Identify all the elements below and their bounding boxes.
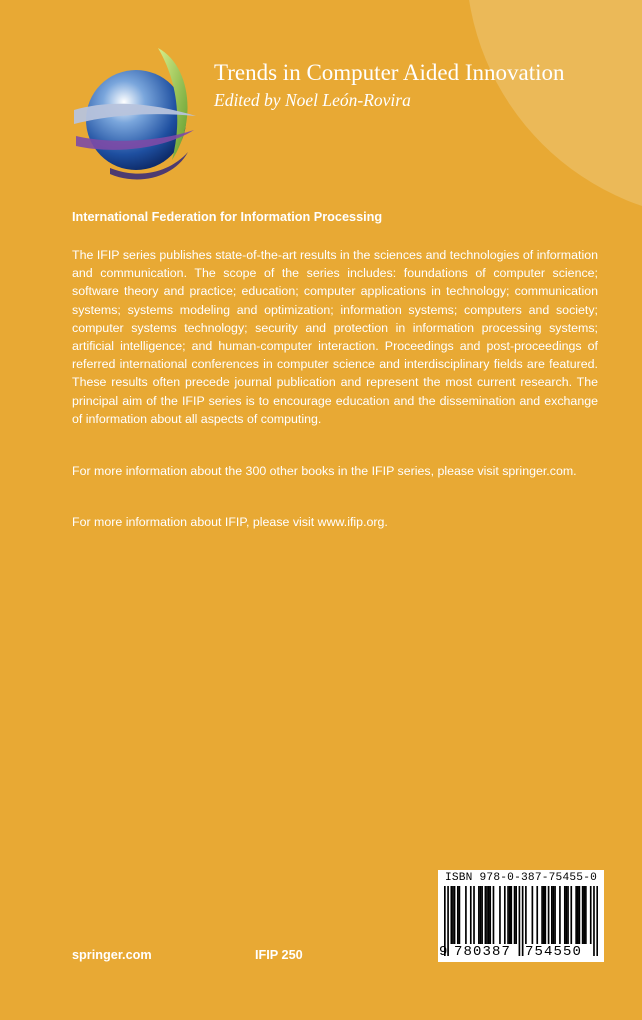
book-editor: Edited by Noel León-Rovira — [214, 90, 411, 110]
series-description-paragraph: The IFIP series publishes state-of-the-art results in the sciences and technologies of information and communication. The scope of the series includes: foundations of computer science; software theory and practice; education; computer applications in technology; communication systems; systems modeling and optimization; information systems; computers and society; computer systems technology; security and protection in information processing systems; artificial intelligence; and human-computer interaction. Proceedings and post-proceedings of referred international conferences in computer science and interdisciplinary fields are featured. These results often precede journal publication and represent the most current research. The principal aim of the IFIP series is to encourage education and the dissemination and exchange of information about all aspects of computing. — [72, 248, 598, 426]
ifip-info-paragraph: For more information about IFIP, please visit www.ifip.org. — [72, 515, 388, 529]
barcode-bar — [559, 886, 561, 944]
barcode-bar — [553, 886, 555, 944]
barcode-digits — [438, 944, 604, 960]
book-title: Trends in Computer Aided Innovation — [214, 60, 565, 85]
barcode-bar — [548, 886, 550, 944]
barcode-bar — [478, 886, 480, 944]
barcode-bar — [514, 886, 516, 944]
barcode-bar — [465, 886, 467, 944]
barcode-bar — [504, 886, 506, 944]
barcode-bar — [582, 886, 584, 944]
barcode-bar — [485, 886, 487, 944]
barcode-bar — [577, 886, 579, 944]
barcode-bar — [488, 886, 490, 944]
barcode-bar — [450, 886, 452, 944]
barcode-bar — [452, 886, 454, 944]
barcode-bar — [541, 886, 543, 944]
barcode-bar — [554, 886, 556, 944]
more-books-paragraph: For more information about the 300 other books in the IFIP series, please visit springer.com. — [72, 464, 577, 478]
barcode-bar — [551, 886, 553, 944]
isbn-label: ISBN 978-0-387-75455-0 — [444, 872, 598, 884]
isbn-barcode — [438, 870, 604, 962]
barcode-bar — [507, 886, 509, 944]
barcode-bar — [457, 886, 459, 944]
barcode-bar — [583, 886, 585, 944]
barcode-bar — [525, 886, 527, 944]
barcode-bar — [499, 886, 501, 944]
title-block — [214, 58, 614, 111]
barcode-bar — [480, 886, 482, 944]
barcode-bar — [532, 886, 534, 944]
barcode-bar — [493, 886, 495, 944]
barcode-digits-left: 780387 — [454, 944, 512, 960]
barcode-bar — [585, 886, 587, 944]
publisher-site: springer.com — [72, 948, 152, 962]
barcode-bar — [566, 886, 568, 944]
organization-heading: International Federation for Information Processing — [72, 210, 383, 224]
barcode-bar — [590, 886, 592, 944]
barcode-bar — [486, 886, 488, 944]
barcode-bar — [515, 886, 517, 944]
barcode-bar — [509, 886, 511, 944]
globe-swoosh-logo-icon — [70, 40, 200, 185]
barcode-digit-first: 9 — [439, 944, 448, 960]
barcode-bar — [473, 886, 475, 944]
series-number: IFIP 250 — [255, 948, 303, 962]
barcode-bar — [564, 886, 566, 944]
barcode-bar — [481, 886, 483, 944]
barcode-bar — [454, 886, 456, 944]
barcode-bar — [543, 886, 545, 944]
barcode-bar — [567, 886, 569, 944]
barcode-bar — [545, 886, 547, 944]
barcode-bar — [489, 886, 491, 944]
barcode-bar — [579, 886, 581, 944]
barcode-digits-right: 754550 — [525, 944, 583, 960]
barcode-bar — [536, 886, 538, 944]
barcode-bar — [510, 886, 512, 944]
barcode-bar — [470, 886, 472, 944]
barcode-bar — [575, 886, 577, 944]
barcode-bar — [570, 886, 572, 944]
barcode-bar — [459, 886, 461, 944]
